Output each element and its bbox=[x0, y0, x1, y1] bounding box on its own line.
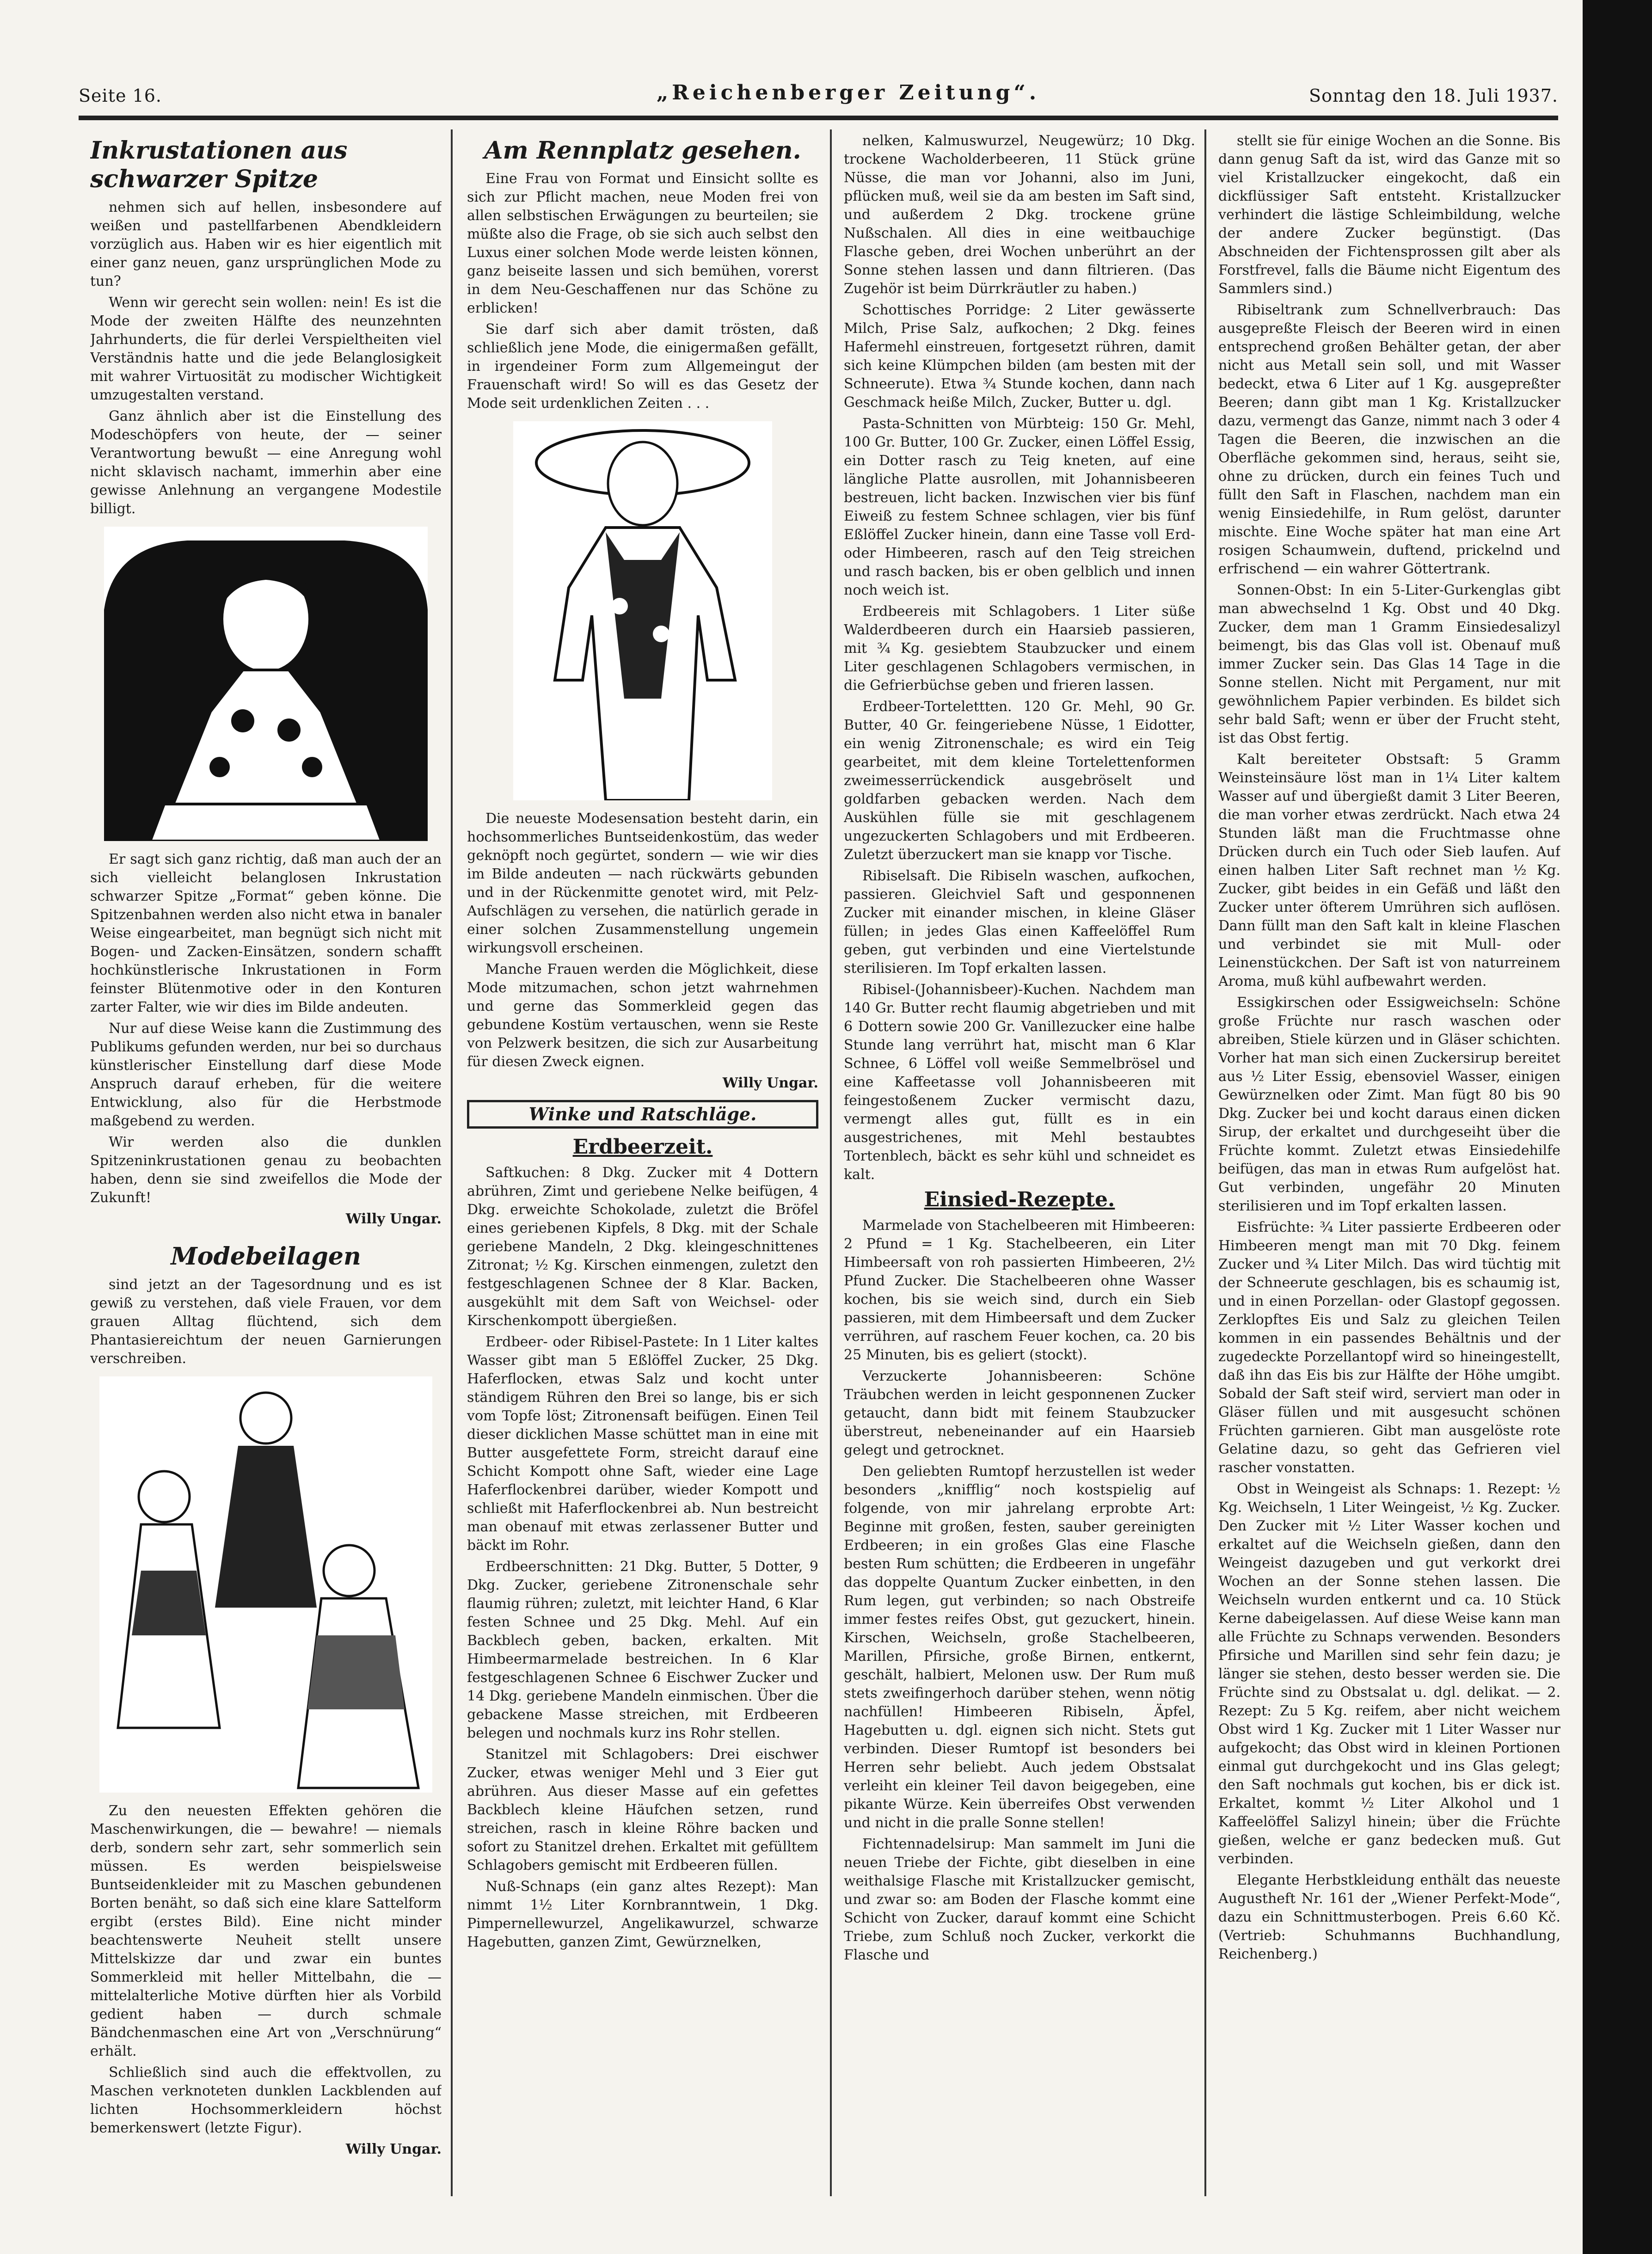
article-title: Modebeilagen bbox=[171, 1242, 361, 1271]
recipe: Den geliebten Rumtopf herzustellen ist weder besonders „knifflig“ noch kostspielig auf folgende, von mir jahrelang erprobte Art: Beginne mit großen, festen, sauber gereinigten Erdbeeren; in ein großes Glas eine Flasche besten Rum schütten; die Erdbeeren in ungefähr das doppelte Quantum Zucker einbetten, in den Rum legen, gut verbinden; so nach Obstreife immer festes reifes Obst, gut gezuckert, hinein. Kirschen, Weichseln, große Stachelbeeren, Marillen, Pfirsiche, große Birnen, entkernt, geschält, halbiert, Melonen usw. Der Rum muß stets zweifingerhoch darüber stehen, wenn nötig nachfüllen! Himbeeren Ribiseln, Äpfel, Hagebutten u. dgl. eignen sich nicht. Stets gut verbinden. Dieser Rumtopf ist besonders bei Herren sehr beliebt. Auch jedem Obstsalat verleiht ein kleiner Teil davon beigegeben, eine pikante Würze. Kein überreifes Obst verwenden und nicht in die pralle Sonne stellen! bbox=[844, 1463, 1195, 1831]
article-title: Inkrustationen aus schwarzer Spitze bbox=[90, 136, 348, 193]
author-signature: Willy Ungar. bbox=[345, 2141, 442, 2157]
column-1 bbox=[90, 132, 442, 2194]
recipe: Erdbeer-Tortelettten. 120 Gr. Mehl, 90 Gr. Butter, 40 Gr. feingeriebene Nüsse, 1 Eidotter, ein wenig Zitronenschale; es wird ein Teig gearbeitet, mit dem kleine Tortelettenformen zweimesserrückendick ausgebröselt und goldfarben gebacken werden. Nach dem Auskühlen fülle sie mit geschlagenem ungezuckerten Schlagobers und mit Erdbeeren. Zuletzt überzuckert man sie knapp vor Tische. bbox=[844, 699, 1195, 863]
paragraph: Zu den neuesten Effekten gehören die Maschenwirkungen, die — bewahre! — niemals derb, sondern sehr zart, sehr sommerlich sein müssen. Es werden beispielsweise Buntseidenkleider mit zu Maschen gebundenen Borten benäht, so daß sich eine klare Sattelform ergibt (erstes Bild). Eine nicht minder beachtenswerte Neuheit stellt unsere Mittelskizze dar und zwar ein buntes Sommerkleid mit heller Mittelbahn, die — mittelalterliche Motive dürften hier als Vorbild gedient haben — durch schmale Bändchenmaschen eine Art von „Verschnürung“ erhält. bbox=[90, 1803, 442, 2059]
paragraph: Sie darf sich aber damit trösten, daß schließlich jene Mode, die einigermaßen gefällt, in irgendeiner Form zum Allgemeingut der Frauenschaft wird! So will es das Gesetz der Mode seit urdenklichen Zeiten . . . bbox=[467, 321, 818, 411]
paragraph: nehmen sich auf hellen, insbesondere auf weißen und pastellfarbenen Abendkleidern vorzüglich aus. Haben wir es hier eigentlich mit einer ganz neuen, ganz ursprünglichen Mode zu tun? bbox=[90, 199, 442, 289]
illustration-three-dresses bbox=[99, 1376, 432, 1793]
recipe: Fichtennadelsirup: Man sammelt im Juni die neuen Triebe der Fichte, gibt dieselben in eine weithalsige Flasche mit Kristallzucker gemischt, und zwar so: am Boden der Flasche kommt eine Schicht von Zucker, darauf kommt eine Schicht Triebe, zum Schluß noch Zucker, verkorkt die Flasche und bbox=[844, 1836, 1195, 1963]
paragraph: Manche Frauen werden die Möglichkeit, diese Mode mitzumachen, schon jetzt wahrnehmen und gerne das Sommerkleid gegen das gebundene Kostüm vertauschen, wenn sie Reste von Pelzwerk besitzen, die sich zur Ausarbeitung für diesen Zweck eignen. bbox=[467, 961, 818, 1070]
article-title: Am Rennplatz gesehen. bbox=[484, 136, 801, 165]
paragraph: Er sagt sich ganz richtig, daß man auch der an sich vielleicht belanglosen Inkrustation schwarzer Spitze „Format“ geben könne. Die Spitzenbahnen werden also nicht etwa in banaler Weise eingearbeitet, man begnügt sich nicht mit Bogen- und Zacken-Einsätzen, sondern schafft hochkünstlerische Inkrustationen in Form feinster Blütenmotive oder in den Konturen zarter Falter, wie wir dies im Bilde andeuten. bbox=[90, 851, 442, 1015]
recipe: Saftkuchen: 8 Dkg. Zucker mit 4 Dottern abrühren, Zimt und geriebene Nelke beifügen, 4 Dkg. erweichte Schokolade, zuletzt die Bröfel eines geriebenen Kipfels, 8 Dkg. mit der Schale geriebene Mandeln, 2 Dkg. kleingeschnittenes Zitronat; ½ Kg. Kirschen einmengen, zuletzt den festgeschlagenen Schnee der 8 Klar. Backen, ausgekühlt mit dem Saft von Weichsel- oder Kirschenkompott übergießen. bbox=[467, 1165, 818, 1329]
recipe: Obst in Weingeist als Schnaps: 1. Rezept: ½ Kg. Weichseln, 1 Liter Weingeist, ½ Kg. Zucker. Den Zucker mit ½ Liter Wasser kochen und erkaltet auf die Weichseln gießen, dann den Weingeist dazugeben und gut verkorkt drei Wochen an der Sonne stehen lassen. Die Weichseln wurden entkernt und ca. 10 Stück Kerne dabeigelassen. Auf diese Weise kann man alle Früchte zu Schnaps verwenden. Besonders Pfirsiche und Marillen sind sehr fein dazu; je länger sie stehen, desto besser werden sie. Die Früchte sind zu Obstsalat u. dgl. delikat. — 2. Rezept: Zu 5 Kg. reifem, aber nicht weichem Obst wird 1 Kg. Zucker mit 1 Liter Wasser nur aufgekocht; das Obst wird in kleinen Portionen einmal gut durchgekocht und ins Glas gelegt; den Saft nochmals gut kochen, bis er dick ist. Erkaltet, kommt ½ Liter Alkohol und 1 Kaffeelöffel Salizyl hinein; über die Früchte gießen, welche er ganz bedecken muß. Gut verbinden. bbox=[1218, 1481, 1560, 1867]
recipe: nelken, Kalmuswurzel, Neugewürz; 10 Dkg. trockene Wacholderbeeren, 11 Stück grüne Nüsse, die man vor Johanni, also im Juni, pflücken muß, weil sie da am besten im Saft sind, und außerdem 2 Dkg. trockene grüne Nußschalen. All dies in eine weitbauchige Flasche geben, drei Wochen unberührt an der Sonne stehen lassen und dann filtrieren. (Das Zugehör ist beim Dürrkräutler zu haben.) bbox=[844, 133, 1195, 297]
author-signature: Willy Ungar. bbox=[345, 1211, 442, 1227]
recipe: Nuß-Schnaps (ein ganz altes Rezept): Man nimmt 1½ Liter Kornbranntwein, 1 Dkg. Pimpernellewurzel, Angelikawurzel, schwarze Hagebutten, ganzen Zimt, Gewürznelken, bbox=[467, 1879, 818, 1950]
section-heading: Erdbeerzeit. bbox=[572, 1135, 713, 1159]
page-number: Seite 16. bbox=[79, 86, 162, 106]
paragraph: Wenn wir gerecht sein wollen: nein! Es ist die Mode der zweiten Hälfte des neunzehnten Jahrhunderts, die für derlei Verspieltheiten viel Verständnis hatte und die jede Belanglosigkeit mit wahrer Virtuosität zu modischer Wichtigkeit umzugestalten verstand. bbox=[90, 295, 442, 403]
paragraph: Ganz ähnlich aber ist die Einstellung des Modeschöpfers von heute, der — seiner Verantwortung bewußt — eine Anregung wohl nicht sklavisch nachamt, immerhin aber eine gewisse Anlehnung an vergangene Modestile billigt. bbox=[90, 408, 442, 517]
page-binding-edge bbox=[1583, 0, 1652, 2254]
header-rule bbox=[79, 116, 1558, 120]
recipe: Erdbeerschnitten: 21 Dkg. Butter, 5 Dotter, 9 Dkg. Zucker, geriebene Zitronenschale sehr flaumig rühren; zuletzt, mit leichter Hand, 6 Klar festen Schnee und 25 Dkg. Mehl. Auf ein Backblech geben, backen, erkalten. Mit Himbeermarmelade bestreichen. In 6 Klar festgeschlagenen Schnee 6 Eischwer Zucker und 14 Dkg. geriebene Mandeln einmischen. Über die gebackene Masse streichen, mit Erdbeeren belegen und nochmals kurz ins Rohr stellen. bbox=[467, 1559, 818, 1741]
recipe: Essigkirschen oder Essigweichseln: Schöne große Früchte nur rasch waschen oder abreiben, Stiele kürzen und in Gläser schichten. Vorher hat man sich einen Zuckersirup bereitet aus ½ Liter Essig, ebensoviel Wasser, einigen Gewürznelken oder Zimt. Man fügt 80 bis 90 Dkg. Zucker bei und kocht daraus einen dicken Sirup, der erkaltet und durchgeseiht über die Früchte kommt. Zuletzt etwas Einsiedehilfe beifügen, das man in etwas Rum aufgelöst hat. Gut verbinden, ungefähr 20 Minuten sterilisieren und im Topf erkalten lassen. bbox=[1218, 995, 1560, 1214]
recipe: Ribiselsaft. Die Ribiseln waschen, aufkochen, passieren. Gleichviel Saft und gesponnenen Zucker mit einander mischen, in kleine Gläser füllen; in jedes Glas einen Kaffeelöffel Rum geben, gut verbinden und eine Viertelstunde sterilisieren. Im Topf erkalten lassen. bbox=[844, 868, 1195, 977]
recipe: Erdbeereis mit Schlagobers. 1 Liter süße Walderdbeeren durch ein Haarsieb passieren, mit ¾ Kg. gesiebtem Staubzucker und einem Liter geschlagenen Schlagobers vermischen, in die Gefrierbüchse geben und frieren lassen. bbox=[844, 603, 1195, 694]
newspaper-name: „Reichenberger Zeitung“. bbox=[657, 81, 1040, 104]
recipe: Eisfrüchte: ¾ Liter passierte Erdbeeren oder Himbeeren mengt man mit 70 Dkg. feinem Zucker und ¾ Liter Milch. Das wird tüchtig mit der Schneerute geschlagen, bis es schaumig ist, und in einen Porzellan- oder Glastopf gegossen. Zerklopftes Eis und Salz zu gleichen Teilen kommen in ein passendes Behältnis und der zugedeckte Porzellantopf wird so hineingestellt, daß ihn das Eis bis zur Hälfte der Höhe umgibt. Sobald der Saft steif wird, serviert man oder in Gläser füllen und mit ausgesucht schönen Früchten garnieren. Gibt man ausgelöste rote Gelatine dazu, so geht das Gefrieren viel rascher vonstatten. bbox=[1218, 1219, 1560, 1476]
recipe: stellt sie für einige Wochen an die Sonne. Bis dann genug Saft da ist, wird das Ganze mit so viel Kristallzucker eingekocht, daß ein dickflüssiger Saft entsteht. Kristallzucker verhindert die lästige Schleimbildung, welche der andere Zucker begünstigt. (Das Abschneiden der Fichtensprossen gilt aber als Forstfrevel, falls die Bäume nicht Eigentum des Sammlers sind.) bbox=[1218, 133, 1560, 297]
paragraph: Die neueste Modesensation besteht darin, ein hochsommerliches Buntseidenkostüm, das weder geknöpft noch gegürtet, sondern — wie wir dies im Bilde andeuten — nach rückwärts gebunden und in der Rückenmitte genotet wird, mit Pelz-Aufschlägen zu versehen, die natürlich gerade in einer solchen Zusammenstellung ungemein wirkungsvoll erscheinen. bbox=[467, 811, 818, 956]
recipe: Marmelade von Stachelbeeren mit Himbeeren: 2 Pfund = 1 Kg. Stachelbeeren, ein Liter Himbeersaft von roh passierten Himbeeren, 2½ Pfund Zucker. Die Stachelbeeren ohne Wasser kochen, bis sie weich sind, durch ein Sieb passieren, mit dem Himbeersaft und dem Zucker verrühren, auf raschem Feuer kochen, ca. 20 bis 25 Minuten, bis es geliert (stockt). bbox=[844, 1217, 1195, 1363]
section-box-heading: Winke und Ratschläge. bbox=[467, 1100, 818, 1129]
paragraph: Schließlich sind auch die effektvollen, zu Maschen verknoteten dunklen Lackblenden auf lichten Hochsommerkleidern höchst bemerkenswert (letzte Figur). bbox=[90, 2064, 442, 2136]
illustration-lace-dress bbox=[104, 527, 428, 841]
notice: Elegante Herbstkleidung enthält das neueste Augustheft Nr. 161 der „Wiener Perfekt-Mode“, dazu ein Schnittmusterbogen. Preis 6.60 Kč. (Vertrieb: Schuhmanns Buchhandlung, Reichenberg.) bbox=[1218, 1872, 1560, 1962]
column-divider bbox=[451, 129, 453, 2196]
paragraph: Wir werden also die dunklen Spitzeninkrustationen genau zu beobachten haben, denn sie sind zweifellos die Mode der Zukunft! bbox=[90, 1134, 442, 1206]
paragraph: Nur auf diese Weise kann die Zustimmung des Publikums gefunden werden, nur bei so durchaus künstlerischer Einstellung darf diese Mode Anspruch darauf erheben, für die weitere Entwicklung, also für die Herbstmode maßgebend zu werden. bbox=[90, 1020, 442, 1129]
recipe: Schottisches Porridge: 2 Liter gewässerte Milch, Prise Salz, aufkochen; 2 Dkg. feines Hafermehl einstreuen, fortgesetzt rühren, damit sich keine Klümpchen bilden (am besten mit der Schneerute). Etwa ¾ Stunde kochen, dann nach Geschmack heiße Milch, Zucker, Butter u. dgl. bbox=[844, 302, 1195, 411]
column-divider bbox=[830, 129, 832, 2196]
illustration-racecourse-costume bbox=[513, 421, 772, 800]
issue-date: Sonntag den 18. Juli 1937. bbox=[1309, 86, 1558, 106]
paragraph: sind jetzt an der Tagesordnung und es ist gewiß zu verstehen, daß viele Frauen, vor dem grauen Alltag flüchtend, sich dem Phantasiereichtum der neuen Garnierungen verschreiben. bbox=[90, 1277, 442, 1367]
recipe: Sonnen-Obst: In ein 5-Liter-Gurkenglas gibt man abwechselnd 1 Kg. Obst und 40 Dkg. Zucker, dem man 1 Gramm Einsiedesalizyl beimengt, bis das Glas voll ist. Obenauf muß immer Zucker sein. Das Glas 14 Tage in die Sonne stellen. Nicht mit Pergament, nur mit gewöhnlichem Papier verbinden. Es bildet sich sehr bald Saft; wenn er über der Frucht steht, ist das Obst fertig. bbox=[1218, 582, 1560, 746]
column-3 bbox=[844, 132, 1195, 2194]
column-2 bbox=[467, 132, 818, 2194]
paragraph: Eine Frau von Format und Einsicht sollte es sich zur Pflicht machen, neue Moden frei von allen selbstischen Erwägungen zu beurteilen; sie müßte also die Frage, ob sie sich auch selbst den Luxus einer solchen Mode werde leisten können, ganz beiseite lassen und sich bemühen, vorerst in dem Neu-Geschaffenen nur das Schöne zu erblicken! bbox=[467, 171, 818, 316]
recipe: Ribiseltrank zum Schnellverbrauch: Das ausgepreßte Fleisch der Beeren wird in einen entsprechend großen Behälter getan, der aber nicht aus Metall sein soll, und mit Wasser bedeckt, etwa 6 Liter auf 1 Kg. ausgepreßter Beeren; dann gibt man 1 Kg. Kristallzucker dazu, vermengt das Ganze, nimmt nach 3 oder 4 Tagen die Beeren, die inzwischen an die Oberfläche gekommen sind, heraus, seiht sie, ohne zu drücken, durch ein feines Tuch und füllt den Saft in Flaschen, nachdem man ein wenig Einsiedehilfe, in Rum gelöst, darunter mischte. Eine Woche später hat man eine Art rosigen Schaumwein, duftend, prickelnd und erfrischend — ein wahrer Göttertrank. bbox=[1218, 302, 1560, 577]
recipe: Erdbeer- oder Ribisel-Pastete: In 1 Liter kaltes Wasser gibt man 5 Eßlöffel Zucker, 25 Dkg. Haferflocken, etwas Salz und kocht unter ständigem Rühren den Brei so lange, bis er sich vom Topfe löst; Zitronensaft beifügen. Einen Teil dieser dicklichen Masse schüttet man in eine mit Butter ausgefettete Form, streicht darauf eine Schicht Kompott ohne Saft, wieder eine Lage Haferflockenbrei darüber, wieder Kompott und schließt mit Haferflockenbrei ab. Nun bestreicht man obenauf mit etwas zerlassener Butter und bäckt im Rohr. bbox=[467, 1334, 818, 1554]
column-4 bbox=[1218, 132, 1560, 2194]
recipe: Kalt bereiteter Obstsaft: 5 Gramm Weinsteinsäure löst man in 1¼ Liter kaltem Wasser auf und übergießt damit 3 Liter Beeren, die man vorher etwas zerdrückt. Nach etwa 24 Stunden läßt man die Fruchtmasse ohne Drücken durch ein Tuch oder Sieb laufen. Auf einen halben Liter Saft rechnet man ½ Kg. Zucker, gibt beides in ein Gefäß und läßt den Zucker unter öfterem Umrühren sich auflösen. Dann füllt man den Saft kalt in kleine Flaschen und verbindet sie mit Mull- oder Leinenstückchen. Der Saft ist von naturreinem Aroma, muß kühl aufbewahrt werden. bbox=[1218, 751, 1560, 989]
author-signature: Willy Ungar. bbox=[722, 1075, 818, 1091]
recipe: Verzuckerte Johannisbeeren: Schöne Träubchen werden in leicht gesponnenen Zucker getaucht, dann bidt mit feinem Staubzucker überstreut, nebeneinander auf ein Haarsieb gelegt und getrocknet. bbox=[844, 1368, 1195, 1458]
page-header bbox=[79, 81, 1558, 113]
recipe: Stanitzel mit Schlagobers: Drei eischwer Zucker, etwas weniger Mehl und 3 Eier gut abrühren. Aus dieser Masse auf ein gefettes Backblech kleine Häufchen setzen, rund streichen, rasch in kleine Röhre backen und sofort zu Stanitzel drehen. Erkaltet mit gefülltem Schlagobers gemischt mit Erdbeeren füllen. bbox=[467, 1746, 818, 1873]
column-divider bbox=[1204, 129, 1206, 2196]
recipe: Ribisel-(Johannisbeer)-Kuchen. Nachdem man 140 Gr. Butter recht flaumig abgetrieben und mit 6 Dottern sowie 200 Gr. Vanillezucker eine halbe Stunde lang verrührt hat, mischt man 6 Klar Schnee, 6 Löffel voll weiße Semmelbrösel und eine Kaffeetasse voll Johannisbeeren mit feingestoßenem Zucker vermischt dazu, vermengt alles gut, füllt es in ein ausgestrichenes, mit Mehl bestaubtes Tortenblech, bäckt es sehr kühl und schneidet es kalt. bbox=[844, 982, 1195, 1183]
section-heading: Einsied-Rezepte. bbox=[924, 1188, 1115, 1211]
recipe: Pasta-Schnitten von Mürbteig: 150 Gr. Mehl, 100 Gr. Butter, 100 Gr. Zucker, einen Löffel Essig, ein Dotter rasch zu Teig kneten, auf eine längliche Platte ausrollen, mit Johannisbeeren bestreuen, licht backen. Inzwischen vier bis fünf Eiweiß zu festem Schnee schlagen, vier bis fünf Eßlöffel Zucker hinein, dann eine Tasse voll Erd- oder Himbeeren, rasch auf den Teig streichen und rasch backen, bis er oben gelblich und innen noch weich ist. bbox=[844, 416, 1195, 598]
